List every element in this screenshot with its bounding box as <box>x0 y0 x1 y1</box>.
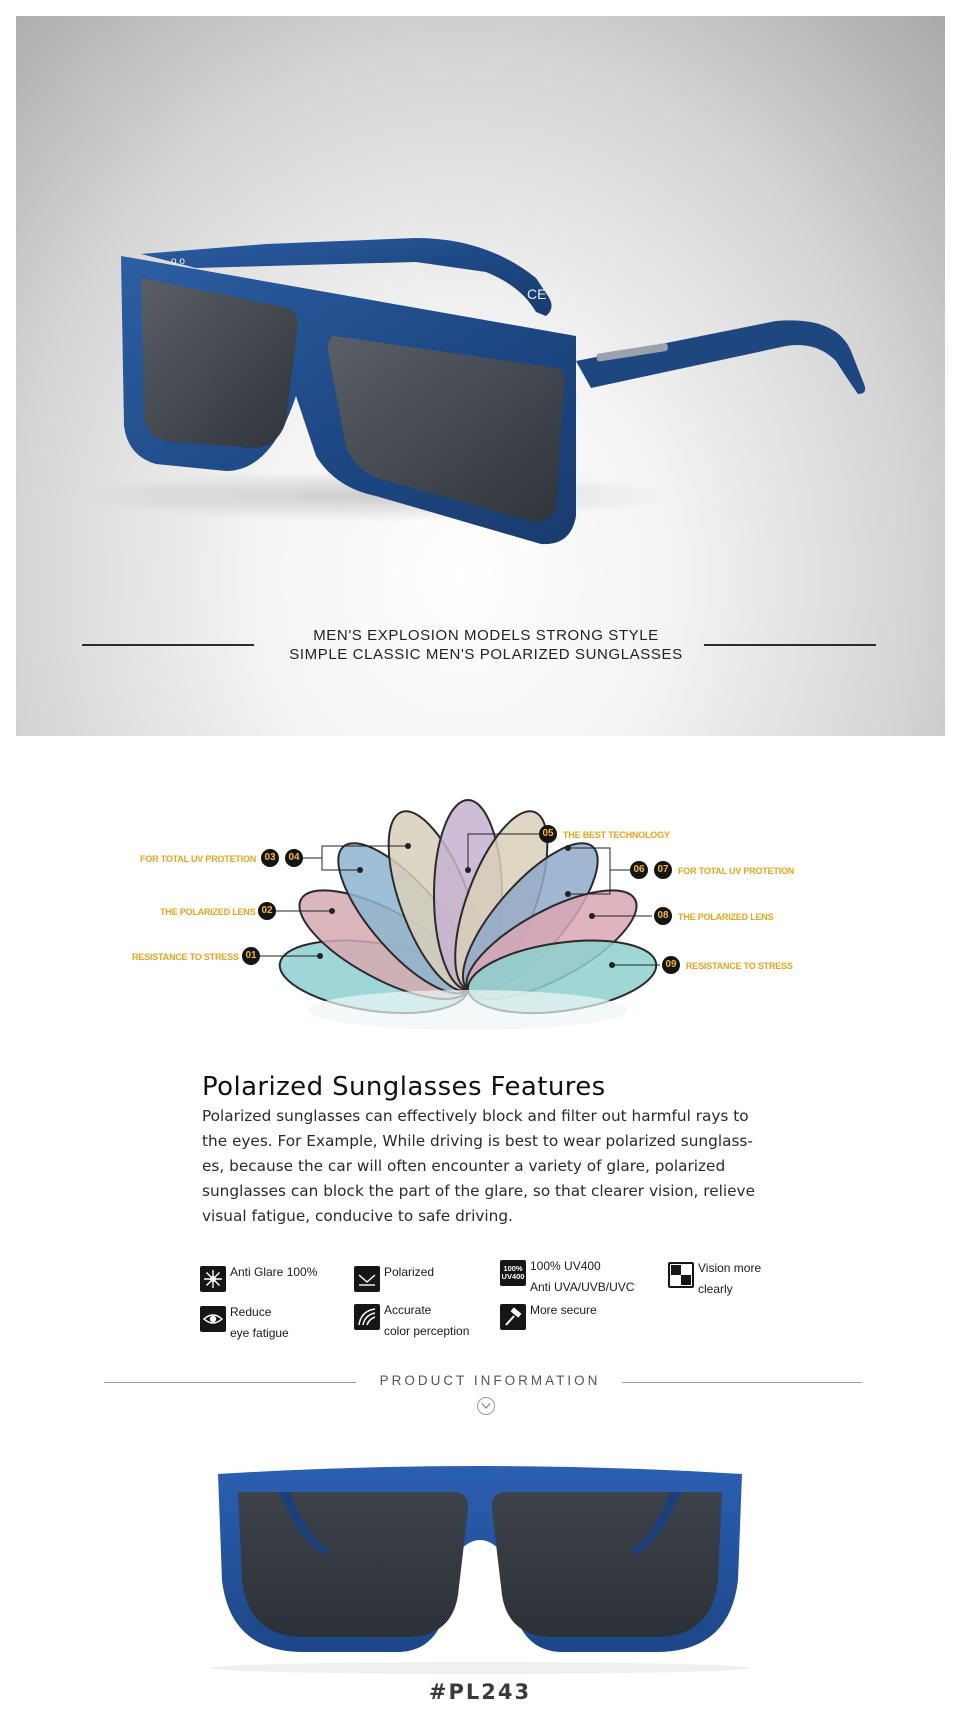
hero-banner <box>16 16 945 736</box>
lens-fan-graphic <box>0 770 960 1060</box>
feature-text: Reduce <box>230 1305 272 1319</box>
polarized-icon <box>354 1266 380 1292</box>
hero-divider-right <box>704 644 876 646</box>
hammer-icon <box>500 1304 526 1330</box>
uv400-badge-text: 100% UV400 <box>501 1264 525 1281</box>
sparkle-icon <box>200 1266 226 1292</box>
hero-tagline-line2: SIMPLE CLASSIC MEN'S POLARIZED SUNGLASSES <box>289 646 683 663</box>
callout-num-05: 05 <box>539 825 557 843</box>
hero-tagline-line1: MEN'S EXPLOSION MODELS STRONG STYLE <box>313 627 659 644</box>
lens-fan-diagram <box>0 770 960 1060</box>
callout-label-07: FOR TOTAL UV PROTETION <box>678 866 795 876</box>
callout-label-05: THE BEST TECHNOLOGY <box>563 830 670 840</box>
feature-text: More secure <box>530 1303 597 1317</box>
color-perception-icon <box>354 1304 380 1330</box>
hero-tagline <box>276 626 696 664</box>
svg-text:o o: o o <box>171 256 185 267</box>
callout-num-02: 02 <box>258 902 276 920</box>
product-info-divider-right <box>622 1382 862 1383</box>
feature-text-2: eye fatigue <box>230 1326 289 1340</box>
feature-text-2: clearly <box>698 1282 733 1296</box>
callout-label-01: RESISTANCE TO STRESS <box>132 952 239 962</box>
feature-text-2: Anti UVA/UVB/UVC <box>530 1280 635 1294</box>
product-info-divider-left <box>104 1382 356 1383</box>
callout-label-09: RESISTANCE TO STRESS <box>686 961 793 971</box>
callout-num-08: 08 <box>654 907 672 925</box>
ce-mark: CE <box>527 286 547 302</box>
feature-text: Vision more <box>698 1261 762 1275</box>
feature-uv400 <box>500 1256 634 1298</box>
feature-eye-fatigue <box>200 1302 289 1344</box>
model-number: #PL243 <box>428 1680 532 1704</box>
callout-label-08: THE POLARIZED LENS <box>678 912 774 922</box>
front-view-image <box>0 1430 960 1680</box>
chevron-down-icon <box>477 1397 495 1415</box>
feature-secure <box>500 1300 597 1330</box>
features-title: Polarized Sunglasses Features <box>202 1072 606 1102</box>
feature-text: Accurate <box>384 1303 432 1317</box>
callout-label-02: THE POLARIZED LENS <box>160 907 256 917</box>
callout-num-09: 09 <box>662 956 680 974</box>
feature-vision <box>668 1258 761 1300</box>
product-info-heading: PRODUCT INFORMATION <box>379 1373 601 1388</box>
feature-text: 100% UV400 <box>530 1259 601 1273</box>
callout-label-03: FOR TOTAL UV PROTETION <box>140 854 257 864</box>
feature-text: Polarized <box>384 1265 435 1279</box>
callout-num-06: 06 <box>630 861 648 879</box>
checker-icon <box>668 1262 694 1288</box>
eye-icon <box>200 1306 226 1332</box>
features-description: Polarized sunglasses can effectively block and filter out harmful rays to the eyes. For Example, While driving is best to wear polarized sunglass-es, because the car will often encounter a variety of glare, polarized sunglasses can block the part of the glare, so that clearer vision, relieve visual fatigue, conducive to safe driving. <box>202 1107 755 1225</box>
feature-anti-glare <box>200 1262 317 1292</box>
hero-divider-left <box>82 644 254 646</box>
feature-text-2: color perception <box>384 1324 470 1338</box>
callout-num-04: 04 <box>285 849 303 867</box>
feature-text: Anti Glare 100% <box>230 1265 318 1279</box>
callout-num-07: 07 <box>654 861 672 879</box>
uv400-icon <box>500 1260 526 1286</box>
feature-polarized <box>354 1262 434 1292</box>
callout-num-03: 03 <box>261 849 279 867</box>
feature-color-perception <box>354 1300 469 1342</box>
callout-num-01: 01 <box>242 947 260 965</box>
